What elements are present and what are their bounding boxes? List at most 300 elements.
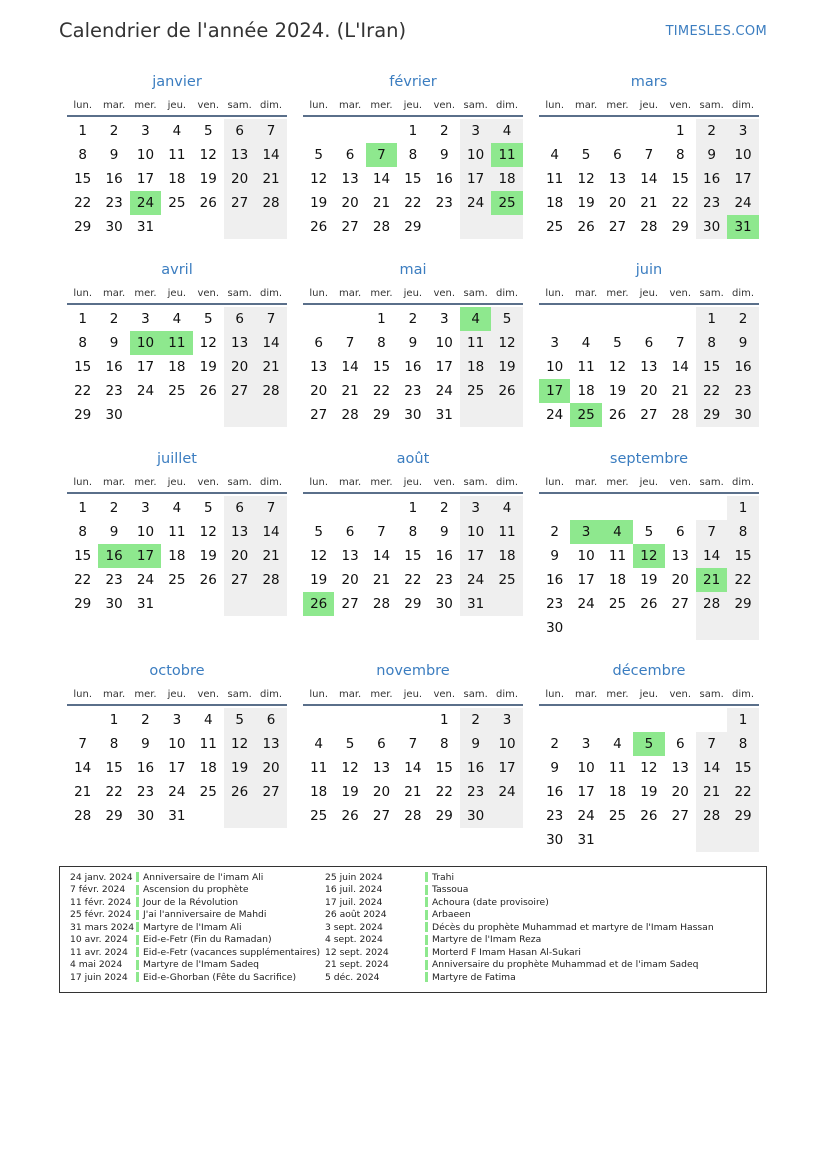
day-cell: 14 (671, 359, 689, 375)
day-cell: 5 (224, 708, 255, 732)
day-cell: 8 (439, 736, 449, 752)
weekday-label: lun. (545, 99, 565, 111)
page-title: Calendrier de l'année 2024. (L'Iran) (59, 19, 407, 42)
day-cell: 26 (608, 407, 627, 423)
day-cell: 24 (546, 407, 564, 423)
empty-cell (255, 403, 286, 427)
day-grid (539, 496, 759, 640)
weekday-label: sam. (463, 688, 488, 700)
day-cell: 6 (224, 496, 255, 520)
day-cell: 6 (314, 335, 323, 351)
weekday-label: mer. (606, 688, 629, 700)
legend-row (70, 971, 320, 984)
weekday-label: dim. (732, 688, 755, 700)
day-cell: 6 (345, 147, 355, 163)
weekday-label: mer. (134, 476, 157, 488)
weekday-label: ven. (433, 99, 456, 111)
day-cell: 11 (168, 147, 186, 163)
weekday-label: mar. (338, 99, 362, 111)
day-cell: 31 (460, 592, 491, 616)
month-block (67, 450, 287, 616)
day-cell: 29 (74, 219, 92, 235)
day-cell: 1 (675, 123, 685, 139)
day-cell: 13 (310, 359, 328, 375)
day-cell: 23 (105, 383, 123, 399)
day-grid (67, 119, 287, 239)
empty-cell (633, 828, 664, 852)
day-cell: 5 (203, 500, 213, 516)
day-cell: 3 (581, 736, 591, 752)
weekday-label: mar. (338, 688, 362, 700)
day-cell: 20 (255, 756, 286, 780)
day-cell: 9 (109, 147, 119, 163)
day-cell: 15 (105, 760, 123, 776)
weekday-header (67, 95, 287, 117)
legend-row (325, 921, 714, 934)
legend-column-left (70, 871, 320, 984)
legend-row (70, 896, 320, 909)
empty-cell (460, 215, 491, 239)
weekday-label: dim. (260, 287, 283, 299)
empty-cell (366, 708, 397, 732)
day-cell: 21 (696, 568, 727, 592)
day-cell: 20 (341, 572, 359, 588)
day-cell: 19 (199, 359, 217, 375)
empty-cell (193, 403, 224, 427)
day-cell: 5 (633, 732, 664, 756)
day-cell: 25 (168, 572, 186, 588)
month-name: juillet (157, 451, 197, 467)
day-cell: 28 (255, 379, 286, 403)
day-cell: 5 (203, 311, 213, 327)
day-cell: 23 (404, 383, 422, 399)
month-name: avril (161, 262, 193, 278)
empty-cell (366, 119, 397, 143)
day-cell: 18 (491, 544, 522, 568)
weekday-label: lun. (309, 476, 329, 488)
weekday-label: ven. (433, 688, 456, 700)
day-cell: 9 (141, 736, 150, 752)
day-cell: 26 (491, 379, 522, 403)
day-cell: 25 (570, 403, 601, 427)
day-cell: 20 (671, 572, 689, 588)
legend-date: 24 janv. 2024 (70, 871, 133, 883)
day-cell: 18 (460, 355, 491, 379)
day-cell: 10 (136, 524, 155, 540)
day-cell: 22 (435, 784, 453, 800)
holiday-marker (136, 935, 139, 945)
empty-cell (255, 592, 286, 616)
day-cell: 17 (460, 544, 491, 568)
day-cell: 7 (644, 147, 654, 163)
month-name: mars (630, 74, 668, 90)
empty-cell (303, 119, 334, 143)
weekday-label: lun. (309, 99, 329, 111)
day-cell: 28 (255, 191, 286, 215)
weekday-label: mer. (370, 287, 393, 299)
day-cell: 14 (255, 520, 286, 544)
day-grid (539, 307, 759, 427)
day-grid (539, 119, 759, 239)
weekday-label: jeu. (639, 688, 659, 700)
day-cell: 4 (460, 307, 491, 331)
holiday-marker (425, 910, 428, 920)
day-cell: 24 (727, 191, 758, 215)
day-cell: 5 (314, 147, 323, 163)
empty-cell (334, 708, 365, 732)
empty-cell (539, 496, 570, 520)
day-cell: 26 (199, 195, 217, 211)
day-cell: 31 (136, 219, 155, 235)
day-cell: 15 (404, 171, 422, 187)
day-cell: 14 (372, 171, 391, 187)
empty-cell (366, 496, 397, 520)
day-cell: 15 (727, 544, 758, 568)
holiday-marker (136, 960, 139, 970)
weekday-label: jeu. (167, 287, 187, 299)
day-cell: 20 (310, 383, 328, 399)
legend-row (325, 959, 714, 972)
weekday-label: sam. (227, 287, 252, 299)
empty-cell (570, 616, 601, 640)
day-cell: 31 (435, 407, 453, 423)
empty-cell (539, 307, 570, 331)
weekday-label: lun. (545, 476, 565, 488)
day-cell: 23 (105, 195, 123, 211)
day-cell: 26 (640, 808, 658, 824)
day-cell: 1 (377, 311, 386, 327)
day-cell: 2 (109, 311, 119, 327)
month-block (303, 450, 523, 616)
day-cell: 22 (727, 568, 758, 592)
empty-cell (570, 496, 601, 520)
empty-cell (303, 307, 334, 331)
weekday-label: lun. (545, 688, 565, 700)
day-cell: 24 (491, 780, 522, 804)
day-cell: 17 (136, 359, 155, 375)
day-cell: 17 (577, 572, 595, 588)
empty-cell (665, 496, 696, 520)
empty-cell (665, 708, 696, 732)
day-cell: 12 (199, 147, 217, 163)
weekday-label: mer. (134, 99, 157, 111)
legend-name: Eid-e-Fetr (Fin du Ramadan) (143, 934, 272, 946)
weekday-label: ven. (197, 476, 220, 488)
day-cell: 21 (640, 195, 658, 211)
empty-cell (130, 403, 161, 427)
day-cell: 10 (136, 147, 155, 163)
day-cell: 21 (404, 784, 422, 800)
day-cell: 19 (310, 195, 328, 211)
day-cell: 2 (408, 311, 418, 327)
weekday-label: mer. (606, 476, 629, 488)
day-cell: 29 (435, 808, 453, 824)
empty-cell (633, 708, 664, 732)
day-cell: 3 (550, 335, 559, 351)
day-cell: 24 (577, 808, 595, 824)
day-cell: 18 (577, 383, 595, 399)
day-grid (303, 307, 523, 427)
weekday-header (303, 283, 523, 305)
legend-name: Martyre de l'Imam Reza (432, 934, 542, 946)
empty-cell (633, 496, 664, 520)
day-cell: 30 (696, 215, 727, 239)
weekday-header (67, 684, 287, 706)
day-cell: 15 (372, 359, 391, 375)
day-cell: 29 (105, 808, 123, 824)
day-cell: 15 (435, 760, 453, 776)
day-cell: 29 (404, 596, 422, 612)
day-cell: 23 (435, 195, 453, 211)
day-cell: 18 (199, 760, 217, 776)
day-cell: 25 (199, 784, 217, 800)
day-cell: 2 (439, 123, 449, 139)
holiday-marker (136, 872, 139, 882)
day-cell: 30 (136, 808, 155, 824)
day-cell: 10 (460, 520, 491, 544)
day-cell: 26 (199, 572, 217, 588)
empty-cell (161, 592, 192, 616)
day-cell: 24 (168, 784, 186, 800)
day-cell: 2 (109, 500, 119, 516)
day-cell: 13 (255, 732, 286, 756)
day-cell: 8 (377, 335, 386, 351)
month-block (539, 662, 759, 852)
legend-name: Anniversaire de l'imam Ali (143, 871, 264, 883)
day-cell: 3 (460, 496, 491, 520)
day-cell: 6 (255, 708, 286, 732)
day-cell: 12 (310, 171, 328, 187)
weekday-label: dim. (496, 99, 519, 111)
day-cell: 7 (78, 736, 87, 752)
legend-row (325, 909, 714, 922)
day-cell: 10 (577, 548, 595, 564)
day-grid (67, 307, 287, 427)
day-cell: 16 (696, 167, 727, 191)
legend-date: 16 juil. 2024 (325, 884, 383, 896)
day-cell: 7 (408, 736, 418, 752)
day-cell: 21 (671, 383, 689, 399)
day-cell: 29 (727, 592, 758, 616)
day-cell: 3 (570, 520, 601, 544)
day-cell: 28 (696, 592, 727, 616)
day-cell: 20 (341, 195, 359, 211)
day-cell: 17 (539, 379, 570, 403)
holiday-marker (425, 872, 428, 882)
empty-cell (67, 708, 98, 732)
day-cell: 11 (608, 548, 627, 564)
day-cell: 14 (696, 756, 727, 780)
empty-cell (255, 215, 286, 239)
empty-cell (570, 708, 601, 732)
day-cell: 25 (168, 383, 186, 399)
day-cell: 21 (372, 572, 391, 588)
weekday-label: mer. (606, 99, 629, 111)
empty-cell (334, 307, 365, 331)
empty-cell (633, 307, 664, 331)
day-cell: 7 (255, 119, 286, 143)
day-cell: 4 (172, 500, 182, 516)
weekday-label: jeu. (167, 476, 187, 488)
legend-date: 4 mai 2024 (70, 959, 123, 971)
weekday-label: ven. (197, 287, 220, 299)
legend-name: Morterd F Imam Hasan Al-Sukari (432, 946, 581, 958)
legend-row (325, 896, 714, 909)
holiday-marker (425, 947, 428, 957)
day-cell: 18 (310, 784, 328, 800)
month-block (539, 73, 759, 239)
day-cell: 4 (491, 119, 522, 143)
day-cell: 7 (696, 732, 727, 756)
weekday-label: lun. (309, 688, 329, 700)
day-cell: 1 (408, 123, 418, 139)
day-cell: 27 (255, 780, 286, 804)
weekday-label: sam. (227, 99, 252, 111)
weekday-label: ven. (669, 287, 692, 299)
legend-name: Martyre de l'Imam Ali (143, 921, 242, 933)
day-cell: 19 (640, 572, 658, 588)
month-name: août (396, 451, 430, 467)
day-cell: 6 (675, 736, 685, 752)
legend-name: Anniversaire du prophète Muhammad et de l'imam Sadeq (432, 959, 699, 971)
day-cell: 11 (460, 331, 491, 355)
legend-name: Ascension du prophète (143, 884, 249, 896)
day-cell: 8 (78, 524, 87, 540)
day-cell: 9 (109, 524, 119, 540)
day-cell: 18 (608, 572, 627, 588)
day-cell: 22 (372, 383, 391, 399)
day-cell: 7 (255, 307, 286, 331)
weekday-header (303, 472, 523, 494)
weekday-label: jeu. (167, 688, 187, 700)
empty-cell (665, 616, 696, 640)
day-cell: 27 (671, 808, 689, 824)
day-cell: 6 (224, 307, 255, 331)
empty-cell (570, 307, 601, 331)
day-cell: 23 (727, 379, 758, 403)
empty-cell (696, 616, 727, 640)
day-cell: 19 (341, 784, 359, 800)
month-name: décembre (612, 663, 686, 679)
weekday-label: dim. (732, 287, 755, 299)
holiday-marker (425, 972, 428, 982)
legend-name: Achoura (date provisoire) (432, 896, 549, 908)
day-cell: 13 (608, 171, 627, 187)
day-cell: 25 (491, 191, 522, 215)
day-cell: 9 (439, 147, 449, 163)
day-cell: 20 (224, 355, 255, 379)
weekday-label: ven. (197, 99, 220, 111)
day-cell: 15 (671, 171, 689, 187)
legend-date: 10 avr. 2024 (70, 934, 128, 946)
brand-link[interactable]: TIMESLES.COM (665, 24, 767, 39)
weekday-label: lun. (545, 287, 565, 299)
day-cell: 31 (577, 832, 595, 848)
day-cell: 12 (199, 524, 217, 540)
empty-cell (193, 215, 224, 239)
day-cell: 20 (608, 195, 627, 211)
day-cell: 12 (640, 760, 658, 776)
weekday-label: ven. (197, 688, 220, 700)
day-cell: 28 (372, 596, 391, 612)
legend-date: 7 févr. 2024 (70, 884, 126, 896)
day-cell: 19 (224, 756, 255, 780)
weekday-label: dim. (496, 688, 519, 700)
day-cell: 24 (136, 383, 155, 399)
day-cell: 20 (640, 383, 658, 399)
day-cell: 26 (341, 808, 359, 824)
day-cell: 27 (608, 219, 627, 235)
day-cell: 29 (671, 219, 689, 235)
day-cell: 13 (341, 548, 359, 564)
day-cell: 6 (224, 119, 255, 143)
day-cell: 9 (109, 335, 119, 351)
day-cell: 1 (78, 123, 87, 139)
legend-date: 26 août 2024 (325, 909, 387, 921)
legend-date: 17 juin 2024 (70, 971, 128, 983)
weekday-label: dim. (496, 476, 519, 488)
day-cell: 30 (404, 407, 422, 423)
day-cell: 14 (404, 760, 422, 776)
day-cell: 5 (491, 307, 522, 331)
weekday-header (303, 684, 523, 706)
day-cell: 17 (491, 756, 522, 780)
day-cell: 14 (74, 760, 92, 776)
day-cell: 5 (203, 123, 213, 139)
month-block (303, 662, 523, 828)
day-cell: 1 (78, 500, 87, 516)
day-cell: 1 (408, 500, 418, 516)
legend-name: Tassoua (432, 884, 469, 896)
day-grid (303, 119, 523, 239)
holiday-marker (136, 947, 139, 957)
day-cell: 19 (491, 355, 522, 379)
day-cell: 18 (546, 195, 564, 211)
day-cell: 23 (435, 572, 453, 588)
empty-cell (727, 616, 758, 640)
empty-cell (161, 403, 192, 427)
weekday-label: sam. (699, 287, 724, 299)
day-cell: 25 (460, 379, 491, 403)
legend-row (70, 909, 320, 922)
day-cell: 28 (640, 219, 658, 235)
day-cell: 22 (404, 195, 422, 211)
day-cell: 4 (602, 520, 633, 544)
day-cell: 16 (404, 359, 422, 375)
weekday-label: sam. (699, 476, 724, 488)
weekday-label: mar. (574, 99, 598, 111)
empty-cell (224, 215, 255, 239)
legend-row (325, 871, 714, 884)
legend-name: Jour de la Révolution (143, 896, 239, 908)
day-cell: 4 (613, 736, 622, 752)
legend-date: 25 juin 2024 (325, 871, 383, 883)
empty-cell (491, 403, 522, 427)
day-cell: 16 (98, 544, 129, 568)
day-cell: 31 (727, 215, 758, 239)
day-cell: 16 (460, 756, 491, 780)
holiday-marker (136, 885, 139, 895)
day-cell: 2 (439, 500, 449, 516)
legend-name: J'ai l'anniversaire de Mahdi (143, 909, 267, 921)
weekday-label: jeu. (403, 287, 423, 299)
legend-name: Arbaeen (432, 909, 471, 921)
empty-cell (539, 119, 570, 143)
day-cell: 23 (546, 596, 564, 612)
day-cell: 23 (546, 808, 564, 824)
day-cell: 30 (727, 403, 758, 427)
day-cell: 27 (671, 596, 689, 612)
